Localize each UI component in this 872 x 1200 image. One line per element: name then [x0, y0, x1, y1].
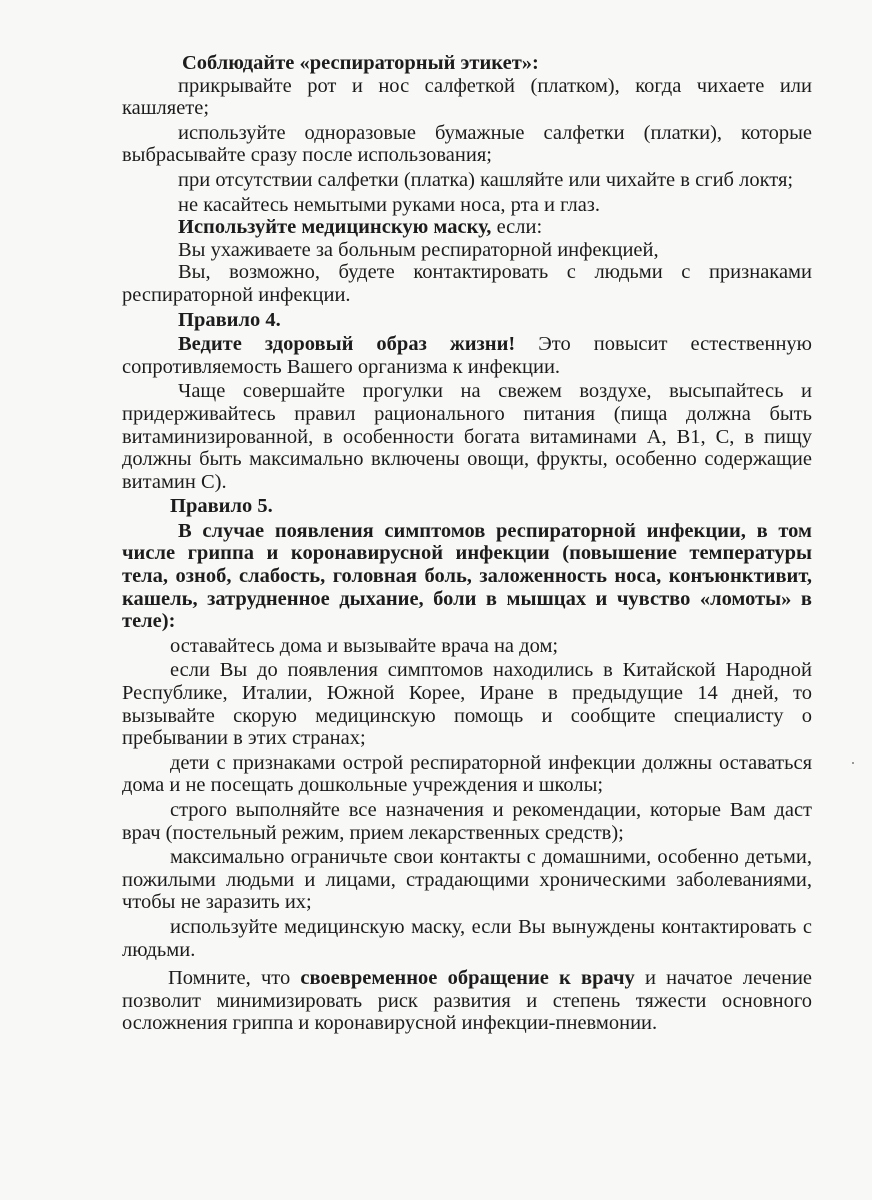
scan-speck — [852, 762, 854, 764]
symptom-action-mask: используйте медицинскую маску, если Вы вынуждены контактировать с людьми. — [122, 915, 812, 961]
etiquette-item-cover-mouth: прикрывайте рот и нос салфеткой (платком), когда чихаете или кашляете; — [122, 74, 812, 120]
healthy-lifestyle-details: Чаще совершайте прогулки на свежем воздухе, высыпайтесь и придерживайтесь правил рационального питания (пища должна быть витаминизированной, в особенности богата витаминами А, В1, С, в пищу должны быть максимально включены овощи, фрукты, особенно содержащие витамин С). — [122, 380, 812, 493]
symptom-action-children: дети с признаками острой респираторной инфекции должны оставаться дома и не посещать дошкольные учреждения и школы; — [122, 751, 812, 797]
healthy-lifestyle-paragraph — [122, 333, 812, 378]
rule-5-heading: Правило 5. — [170, 495, 273, 518]
closing-lead: Помните, что — [168, 967, 301, 990]
symptom-action-limit-contacts: максимально ограничьте свои контакты с домашними, особенно детьми, пожилыми людьми и лицами, страдающими хроническими заболеваниями, чтобы не заразить их; — [122, 846, 812, 914]
symptom-action-stay-home: оставайтесь дома и вызывайте врача на дом; — [170, 634, 559, 657]
symptom-action-travel: если Вы до появления симптомов находились в Китайской Народной Республике, Италии, Южной Корее, Иране в предыдущие 14 дней, то вызывайте скорую медицинскую помощь и сообщите специалисту о пребывании в этих странах; — [122, 659, 812, 750]
respiratory-etiquette-heading: Соблюдайте «респираторный этикет»: — [182, 52, 539, 74]
healthy-lifestyle-text: Это повысит естественную сопротивляемость Вашего организма к инфекции. — [122, 333, 812, 378]
closing-paragraph — [122, 967, 812, 1035]
healthy-lifestyle-heading: Ведите здоровый образ жизни! — [178, 333, 516, 356]
mask-item-caregiver: Вы ухаживаете за больным респираторной инфекцией, — [178, 238, 659, 261]
rule-4-heading: Правило 4. — [178, 308, 281, 331]
mask-paragraph — [122, 216, 812, 239]
closing-emphasis: своевременное обращение к врачу — [300, 967, 635, 990]
symptom-action-follow-doctor: строго выполняйте все назначения и рекомендации, которые Вам даст врач (постельный режим, прием лекарственных средств); — [122, 799, 812, 844]
etiquette-item-disposable-tissues: используйте одноразовые бумажные салфетки (платки), которые выбрасывайте сразу после использования; — [122, 121, 812, 167]
mask-heading: Используйте медицинскую маску, — [178, 216, 492, 239]
symptoms-heading: В случае появления симптомов респираторной инфекции, в том числе гриппа и коронавирусной инфекции (повышение температуры тела, озноб, слабость, головная боль, заложенность носа, конъюнктивит, кашель, затрудненное дыхание, боли в мышцах и чувство «ломоты» в теле): — [122, 519, 812, 633]
mask-item-contact: Вы, возможно, будете контактировать с людьми с признаками респираторной инфекции. — [122, 261, 812, 306]
etiquette-item-elbow: при отсутствии салфетки (платка) кашляйте или чихайте в сгиб локтя; — [178, 168, 794, 191]
etiquette-item-no-touch: не касайтесь немытыми руками носа, рта и глаз. — [178, 193, 601, 216]
closing-tail: и начатое лечение позволит минимизировать риск развития и степень тяжести основного осложнения гриппа и коронавирусной инфекции-пневмонии. — [122, 967, 813, 1035]
mask-heading-tail: если: — [491, 216, 543, 239]
